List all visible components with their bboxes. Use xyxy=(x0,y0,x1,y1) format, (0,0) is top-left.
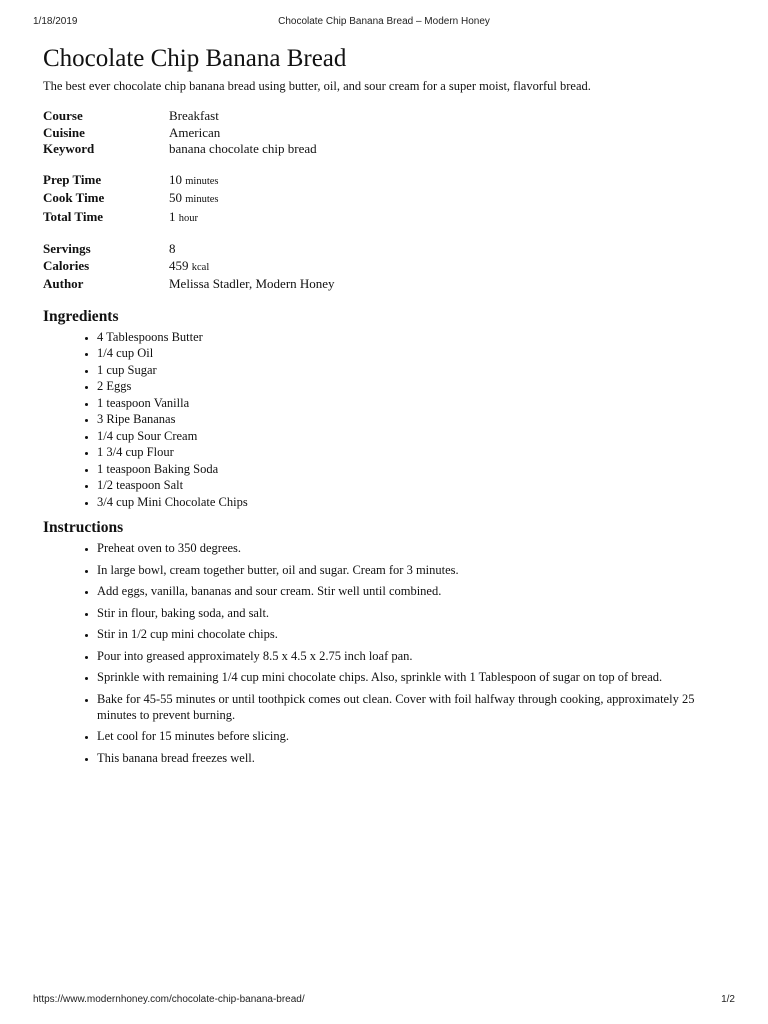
cuisine-label: Cuisine xyxy=(43,124,85,140)
calories-unit: kcal xyxy=(191,261,210,273)
keyword-value: banana chocolate chip bread xyxy=(169,141,317,156)
course-label: Course xyxy=(43,108,83,123)
ingredient-item: • 1 teaspoon Baking Soda xyxy=(97,461,723,478)
recipe-meta-times xyxy=(43,172,723,228)
instruction-step: • In large bowl, cream together butter, oil and sugar. Cream for 3 minutes. xyxy=(97,562,723,578)
page-number: 1/2 xyxy=(721,994,735,1005)
servings-label: Servings xyxy=(43,241,91,256)
meta-row-total-time xyxy=(43,209,723,228)
meta-row-servings xyxy=(43,241,723,258)
meta-row-prep-time xyxy=(43,172,723,191)
print-page-title: Chocolate Chip Banana Bread – Modern Honey xyxy=(278,16,490,27)
instruction-step: • Add eggs, vanilla, bananas and sour cream. Stir well until combined. xyxy=(97,583,723,599)
keyword-label: Keyword xyxy=(43,141,95,156)
ingredients-list xyxy=(43,329,723,511)
cuisine-value: American xyxy=(169,124,221,140)
cook-time-unit: minutes xyxy=(185,194,219,205)
print-header xyxy=(33,16,735,32)
recipe-summary: The best ever chocolate chip banana bread using butter, oil, and sour cream for a super moist, flavorful bread. xyxy=(43,79,591,93)
instruction-step: • Preheat oven to 350 degrees. xyxy=(97,540,723,556)
prep-time-label: Prep Time xyxy=(43,171,102,187)
ingredients-heading: Ingredients xyxy=(43,307,119,325)
cook-time-number: 50 xyxy=(169,190,182,205)
course-value: Breakfast xyxy=(169,108,219,123)
recipe-meta-tags xyxy=(43,108,723,158)
print-date: 1/18/2019 xyxy=(33,16,78,27)
author-label: Author xyxy=(43,276,84,291)
ingredient-item: • 3 Ripe Bananas xyxy=(97,411,723,428)
recipe-card xyxy=(43,44,723,771)
ingredient-item: • 1/2 teaspoon Salt xyxy=(97,477,723,494)
servings-value: 8 xyxy=(169,241,176,256)
ingredient-item: • 1 cup Sugar xyxy=(97,362,723,379)
ingredient-item: • 3/4 cup Mini Chocolate Chips xyxy=(97,494,723,511)
ingredient-item: • 1/4 cup Oil xyxy=(97,345,723,362)
calories-value xyxy=(169,258,209,277)
meta-row-cook-time xyxy=(43,190,723,209)
meta-row-course xyxy=(43,108,723,125)
ingredient-item: • 2 Eggs xyxy=(97,378,723,395)
instruction-step: • Sprinkle with remaining 1/4 cup mini chocolate chips. Also, sprinkle with 1 Tablespoon of sugar on top of bread. xyxy=(97,669,723,685)
prep-time-value xyxy=(169,172,219,191)
meta-row-author xyxy=(43,276,723,293)
cook-time-label: Cook Time xyxy=(43,190,105,205)
recipe-title: Chocolate Chip Banana Bread xyxy=(43,45,347,72)
ingredient-item: • 1/4 cup Sour Cream xyxy=(97,428,723,445)
total-time-number: 1 xyxy=(169,208,176,224)
total-time-value xyxy=(169,209,198,228)
ingredient-item: • 1 teaspoon Vanilla xyxy=(97,395,723,412)
meta-row-keyword xyxy=(43,141,723,158)
meta-row-calories xyxy=(43,258,723,277)
print-footer xyxy=(33,994,735,1010)
prep-time-number: 10 xyxy=(169,171,182,187)
instructions-list xyxy=(43,540,723,766)
instruction-step: • Stir in flour, baking soda, and salt. xyxy=(97,605,723,621)
ingredient-item: • 4 Tablespoons Butter xyxy=(97,329,723,346)
calories-label: Calories xyxy=(43,257,90,273)
instruction-step: • This banana bread freezes well. xyxy=(97,750,723,766)
instruction-step: • Bake for 45-55 minutes or until toothpick comes out clean. Cover with foil halfway through cooking, approximately 25 minutes to prevent burning. xyxy=(97,691,723,723)
instruction-step: • Pour into greased approximately 8.5 x 4.5 x 2.75 inch loaf pan. xyxy=(97,648,723,664)
meta-row-cuisine xyxy=(43,125,723,142)
cook-time-value xyxy=(169,190,219,209)
calories-number: 459 xyxy=(169,257,189,273)
total-time-unit: hour xyxy=(178,212,198,224)
instruction-step: • Stir in 1/2 cup mini chocolate chips. xyxy=(97,626,723,642)
instruction-step: • Let cool for 15 minutes before slicing. xyxy=(97,728,723,744)
source-url: https://www.modernhoney.com/chocolate-chip-banana-bread/ xyxy=(33,994,305,1005)
ingredient-item: • 1 3/4 cup Flour xyxy=(97,444,723,461)
author-value: Melissa Stadler, Modern Honey xyxy=(169,276,335,291)
total-time-label: Total Time xyxy=(43,208,104,224)
recipe-meta-details xyxy=(43,241,723,293)
instructions-heading: Instructions xyxy=(43,519,124,536)
prep-time-unit: minutes xyxy=(185,175,219,187)
